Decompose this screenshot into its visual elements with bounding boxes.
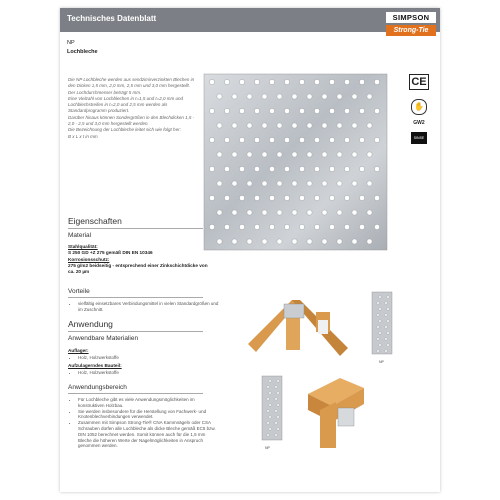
plate-hole: [247, 210, 252, 215]
strip-hole: [387, 320, 389, 322]
plate-hole: [239, 224, 244, 229]
plate-hole: [247, 152, 252, 157]
strip-hole: [275, 422, 277, 424]
strip-hole: [385, 326, 387, 328]
plate-hole: [359, 79, 364, 84]
plate-hole: [374, 224, 379, 229]
section-heading-anwendung: Anwendung: [68, 319, 113, 329]
strip-hole: [277, 416, 279, 418]
figure-caption-right: NP: [379, 360, 384, 364]
strip-hole: [277, 380, 279, 382]
plate-hole: [217, 181, 222, 186]
strip-hole: [269, 392, 271, 394]
plate-hole: [269, 137, 274, 142]
plate-hole: [322, 181, 327, 186]
product-code: NP: [67, 40, 75, 46]
list-item: • Zusammen mit Simpson Strong-Tie® CNA Kammnägeln oder CSA Schrauben dürfen alle Lochbleche als dicke Bleche gemäß EC5 bzw. DIN 1052 berechnet werden. Somit können auch für die 1,5 mm Bleche die höheren Werte der Nagelmöglichkeiten in Anspruch genommen werden.: [78, 420, 220, 449]
datasheet-page: [60, 8, 440, 492]
plate-hole: [344, 79, 349, 84]
plate-hole: [367, 123, 372, 128]
plate-hole: [292, 181, 297, 186]
plate-hole: [307, 123, 312, 128]
plate-hole: [367, 210, 372, 215]
subheading-material: Material: [68, 232, 92, 239]
plate-hole: [374, 137, 379, 142]
strip-hole: [379, 308, 381, 310]
plate-hole: [269, 195, 274, 200]
strip-hole: [275, 434, 277, 436]
divider: [68, 331, 203, 332]
strip-hole: [385, 350, 387, 352]
plate-hole: [322, 239, 327, 244]
plate-hole: [359, 166, 364, 171]
plate-hole: [254, 195, 259, 200]
plate-hole: [352, 94, 357, 99]
plate-hole: [232, 123, 237, 128]
plate-hole: [352, 152, 357, 157]
strip-hole: [377, 350, 379, 352]
plate-hole: [254, 79, 259, 84]
plate-hole: [374, 79, 379, 84]
plate-hole: [262, 239, 267, 244]
strip-hole: [387, 332, 389, 334]
plate-hole: [292, 152, 297, 157]
list-item: • Sie werden insbesondere für die Herstellung von Fachwerk- und Knotenblechverbindungen verwendet.: [78, 409, 220, 421]
plate-hole: [359, 137, 364, 142]
plate-body: [204, 74, 387, 250]
plate-hole: [344, 108, 349, 113]
approval-box-icon: SINSE: [411, 132, 427, 144]
plate-hole: [299, 137, 304, 142]
list-item: • Holz, Holzwerkstoffe: [78, 370, 220, 376]
intro-paragraph: Der Lochdurchmesser beträgt 5 mm.: [68, 89, 142, 95]
plate-hole: [322, 94, 327, 99]
strip-hole: [277, 428, 279, 430]
plate-hole: [292, 210, 297, 215]
plate-hole: [247, 181, 252, 186]
plate-hole: [292, 94, 297, 99]
logo-brand-bottom: Strong-Tie: [386, 25, 436, 36]
plate-hole: [337, 152, 342, 157]
np-plate-strip-illustration: [260, 374, 284, 442]
label-stahlqualitaet: Stahlqualität:: [68, 244, 98, 249]
list-item: • Für Lochbleche gibt es viele Anwendungsmöglichkeiten im konstruktiven Holzbau.: [78, 397, 220, 409]
plate-hole: [322, 123, 327, 128]
intro-paragraph: Die Bezeichnung der Lochbleche leitet sich wie folgt her:: [68, 127, 181, 133]
plate-hole: [284, 166, 289, 171]
plate-hole: [337, 239, 342, 244]
hand-safety-icon: ✋: [411, 99, 427, 115]
plate-hole: [232, 239, 237, 244]
plate-hole: [284, 79, 289, 84]
strip-hole: [379, 296, 381, 298]
strip-hole: [267, 434, 269, 436]
plate-hole: [329, 108, 334, 113]
strip-hole: [387, 308, 389, 310]
plate-hole: [262, 210, 267, 215]
strip-hole: [379, 332, 381, 334]
strip-hole: [385, 302, 387, 304]
strip-hole: [387, 344, 389, 346]
plate-hole: [337, 94, 342, 99]
divider: [68, 228, 203, 229]
plate-hole: [239, 166, 244, 171]
list-item: • Holz, Holzwerkstoffe: [78, 355, 220, 361]
auflager-list: [68, 355, 220, 361]
strip-hole: [275, 386, 277, 388]
plate-hole: [367, 152, 372, 157]
plate-hole: [352, 123, 357, 128]
plate-hole: [232, 94, 237, 99]
plate-hole: [337, 210, 342, 215]
np-plate-strip-illustration: [370, 290, 394, 356]
plate-hole: [307, 94, 312, 99]
strip-hole: [269, 428, 271, 430]
plate-hole: [262, 152, 267, 157]
plate-hole: [232, 152, 237, 157]
gw-class-label: GW2: [413, 120, 425, 126]
plate-hole: [247, 123, 252, 128]
strip-hole: [267, 422, 269, 424]
plate-hole: [367, 94, 372, 99]
plate-hole: [232, 210, 237, 215]
plate-hole: [352, 210, 357, 215]
plate-hole: [284, 108, 289, 113]
plate-hole: [209, 224, 214, 229]
plate-hole: [314, 224, 319, 229]
plate-hole: [209, 195, 214, 200]
figure-caption-bottom: NP: [265, 446, 270, 450]
bauteil-list: [68, 370, 220, 376]
plate-hole: [314, 108, 319, 113]
plate-hole: [344, 195, 349, 200]
plate-hole: [224, 166, 229, 171]
plate-hole: [344, 224, 349, 229]
plate-hole: [329, 79, 334, 84]
plate-hole: [284, 224, 289, 229]
plate-hole: [209, 108, 214, 113]
plate-hole: [209, 79, 214, 84]
plate-hole: [359, 195, 364, 200]
plate-hole: [299, 195, 304, 200]
plate-hole: [299, 108, 304, 113]
plate-hole: [352, 181, 357, 186]
plate-hole: [307, 152, 312, 157]
plate-hole: [277, 123, 282, 128]
strip-hole: [275, 398, 277, 400]
plate-hole: [374, 166, 379, 171]
plate-hole: [367, 239, 372, 244]
plate-hole: [299, 166, 304, 171]
strip-hole: [377, 302, 379, 304]
plate-hole: [314, 166, 319, 171]
ce-mark-icon: CE: [409, 74, 429, 90]
plate-hole: [344, 137, 349, 142]
plate-hole: [269, 79, 274, 84]
value-stahlqualitaet: S 250 GD +Z 275 gemäß DIN EN 10346: [68, 250, 153, 255]
strip-hole: [387, 296, 389, 298]
plate-hole: [262, 181, 267, 186]
intro-text: [68, 77, 198, 140]
strip-hole: [275, 410, 277, 412]
plate-hole: [232, 181, 237, 186]
plate-hole: [277, 181, 282, 186]
plate-hole: [239, 195, 244, 200]
header-bar: [60, 8, 440, 32]
label-auflager: Auflager:: [68, 348, 89, 353]
plate-hole: [329, 166, 334, 171]
label-aufzulagerndes-bauteil: Aufzulagerndes Bauteil:: [68, 363, 122, 368]
plate-hole: [254, 137, 259, 142]
intro-paragraph: Eine Vielzahl von Lochblechen in t=1,5 und t=2,0 mm und Lochblechstreifen in t=2,0 und 2,5 mm werden als Standardprogramm produziert.: [68, 95, 183, 114]
plate-hole: [307, 181, 312, 186]
strip-hole: [377, 338, 379, 340]
strip-hole: [379, 344, 381, 346]
timber-truss-illustration: [248, 286, 358, 358]
plate-hole: [262, 123, 267, 128]
plate-hole: [217, 94, 222, 99]
intro-paragraph: Darüber hinaus können Sondergrößen in den Blechdicken 1,5 - 2,0 - 2,5 und 3,0 mm hergestellt werden.: [68, 114, 195, 127]
plate-hole: [359, 224, 364, 229]
plate-hole: [224, 137, 229, 142]
plate-hole: [269, 166, 274, 171]
timber-joint-illustration: [300, 370, 372, 450]
plate-hole: [344, 166, 349, 171]
plate-hole: [254, 224, 259, 229]
list-item: • vielfältig einsetzbares Verbindungsmittel in vielen Standardgrößen und im Zuschnitt.: [78, 301, 220, 313]
strip-hole: [277, 404, 279, 406]
plate-hole: [254, 166, 259, 171]
section-heading-vorteile: Vorteile: [68, 288, 90, 295]
plate-hole: [277, 210, 282, 215]
plate-hole: [239, 79, 244, 84]
product-header: [60, 32, 440, 70]
plate-hole: [337, 181, 342, 186]
strip-hole: [379, 320, 381, 322]
plate-hole: [329, 195, 334, 200]
strip-hole: [267, 398, 269, 400]
plate-hole: [224, 195, 229, 200]
plate-hole: [269, 108, 274, 113]
plate-hole: [209, 137, 214, 142]
document-title: Technisches Datenblatt: [67, 14, 157, 23]
anwendungsbereich-list: [68, 397, 220, 449]
plate-hole: [292, 123, 297, 128]
plate-hole: [299, 79, 304, 84]
plate-hole: [224, 108, 229, 113]
plate-hole: [262, 94, 267, 99]
plate-hole: [352, 239, 357, 244]
certification-icons: [406, 74, 432, 144]
plate-hole: [307, 239, 312, 244]
plate-hole: [224, 79, 229, 84]
plate-hole: [314, 137, 319, 142]
plate-hole: [314, 195, 319, 200]
plate-hole: [209, 166, 214, 171]
divider: [68, 297, 203, 298]
plate-hole: [217, 152, 222, 157]
plate-hole: [284, 195, 289, 200]
plate-hole: [217, 123, 222, 128]
strip-hole: [277, 392, 279, 394]
plate-hole: [217, 210, 222, 215]
plate-hole: [314, 79, 319, 84]
strip-hole: [269, 380, 271, 382]
section-heading-eigenschaften: Eigenschaften: [68, 216, 122, 226]
label-korrosionsschutz: Korrosionsschutz:: [68, 257, 110, 262]
plate-hole: [329, 137, 334, 142]
intro-paragraph: Die NP Lochbleche werden aus sendzimirverzinkten Blechen in den Dicken 1,5 mm, 2,0 mm, 2,5 mm und 3,0 mm hergestellt.: [68, 77, 195, 89]
strip-hole: [377, 326, 379, 328]
subheading-anwendungsbereich: Anwendungsbereich: [68, 384, 127, 391]
value-korrosionsschutz: 275 g/m2 beidseitig - entsprechend einer Zinkschichtdicke von ca. 20 µm: [68, 263, 208, 274]
plate-hole: [374, 108, 379, 113]
plate-hole: [224, 224, 229, 229]
plate-hole: [239, 137, 244, 142]
divider: [68, 393, 203, 394]
plate-hole: [247, 239, 252, 244]
plate-hole: [217, 239, 222, 244]
plate-hole: [367, 181, 372, 186]
plate-hole: [277, 94, 282, 99]
plate-hole: [307, 210, 312, 215]
strip-hole: [267, 386, 269, 388]
plate-hole: [322, 152, 327, 157]
plate-hole: [337, 123, 342, 128]
plate-hole: [269, 224, 274, 229]
strip-hole: [269, 404, 271, 406]
plate-hole: [284, 137, 289, 142]
plate-hole: [254, 108, 259, 113]
vorteile-list: [68, 301, 220, 313]
strip-hole: [377, 314, 379, 316]
product-name: Lochbleche: [67, 49, 98, 55]
plate-hole: [277, 239, 282, 244]
plate-hole: [374, 195, 379, 200]
strip-hole: [267, 410, 269, 412]
plate-hole: [359, 108, 364, 113]
intro-paragraph: B x L x t in mm: [68, 133, 98, 139]
logo-brand-top: SIMPSON: [386, 12, 436, 23]
strip-hole: [385, 314, 387, 316]
strip-hole: [269, 416, 271, 418]
subheading-anwendbare-materialien: Anwendbare Materialien: [68, 335, 139, 342]
plate-hole: [247, 94, 252, 99]
perforated-plate-image: [198, 72, 393, 252]
plate-hole: [322, 210, 327, 215]
plate-hole: [239, 108, 244, 113]
plate-hole: [299, 224, 304, 229]
plate-hole: [277, 152, 282, 157]
plate-hole: [329, 224, 334, 229]
plate-hole: [292, 239, 297, 244]
strip-hole: [385, 338, 387, 340]
